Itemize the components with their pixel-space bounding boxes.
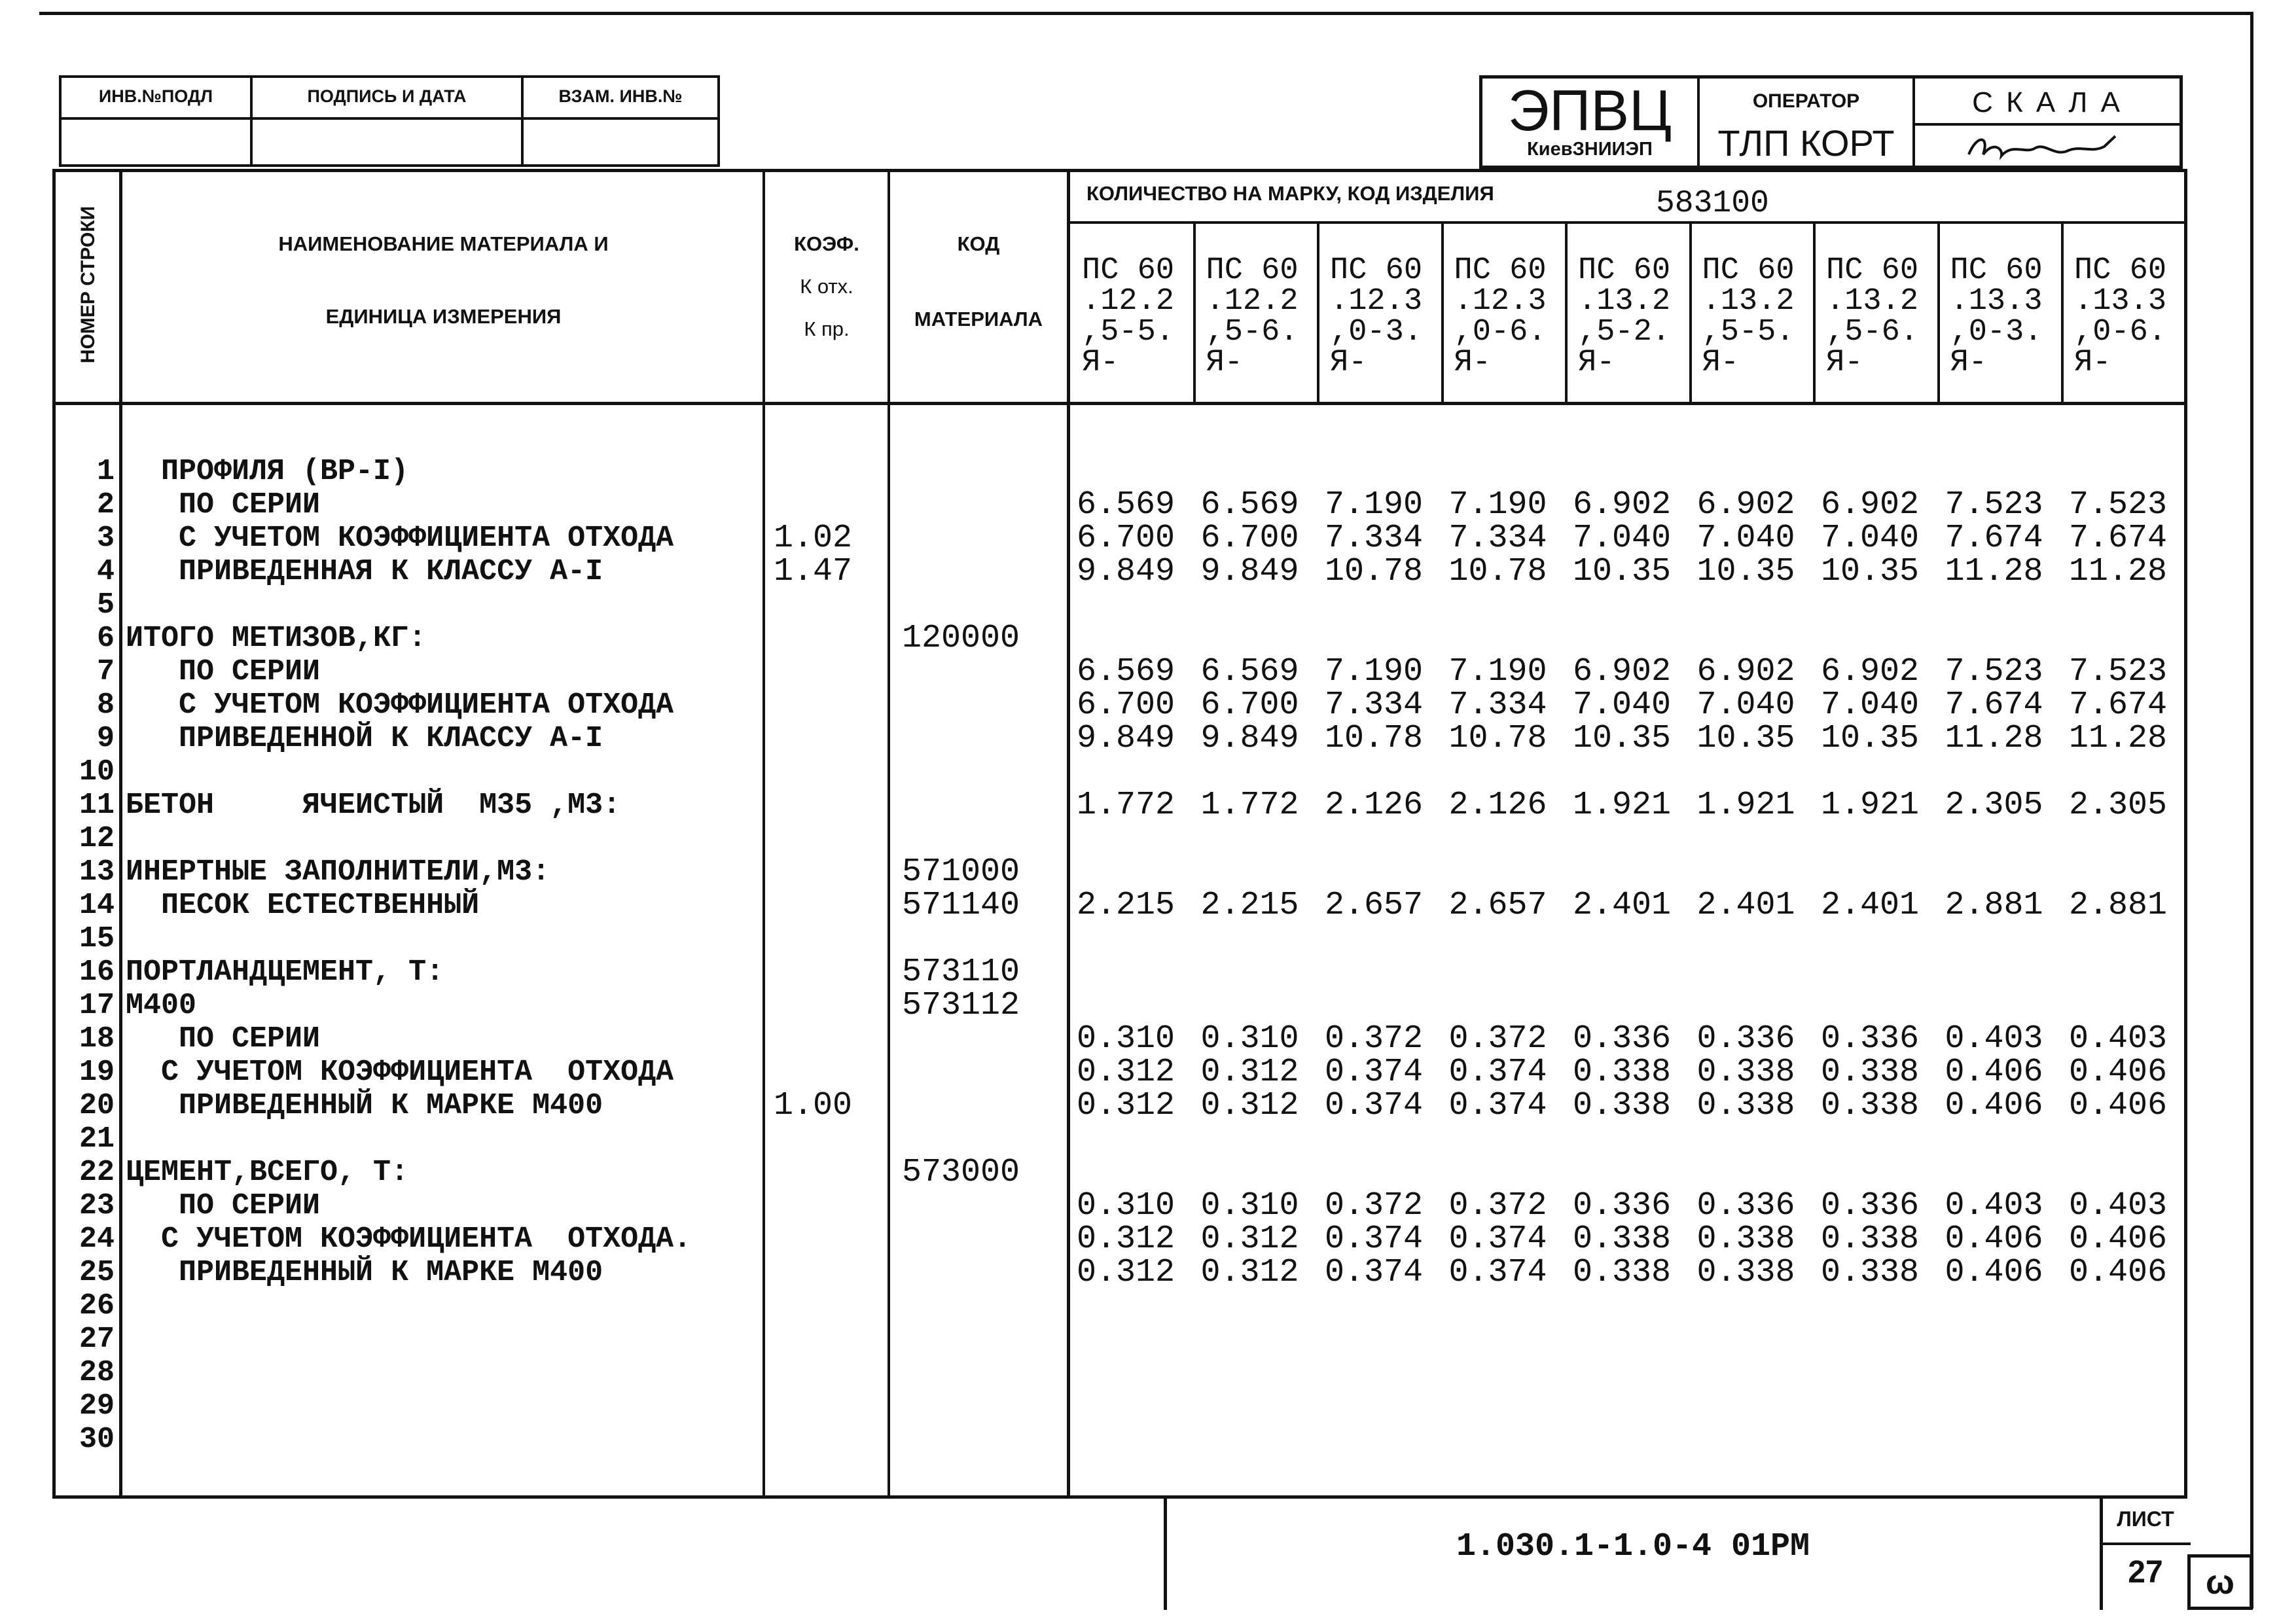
coef-header-line2: К отх. bbox=[800, 275, 853, 298]
mark-header-line: ПС 60 bbox=[1578, 253, 1671, 288]
quantity-cell: 0.403 bbox=[1945, 1187, 2043, 1224]
quantity-cell: 7.334 bbox=[1325, 687, 1424, 724]
mark-header-line: ,5-6. bbox=[1206, 315, 1299, 349]
code-header-line1: КОД bbox=[957, 232, 1000, 255]
top-border bbox=[39, 12, 2251, 15]
quantity-cell: 0.338 bbox=[1573, 1221, 1672, 1258]
quantity-cell: 10.78 bbox=[1448, 553, 1547, 590]
mark-header bbox=[1950, 255, 2043, 378]
mark-column-divider bbox=[1937, 224, 1940, 402]
quantity-cell: 1.772 bbox=[1200, 787, 1299, 824]
quantity-cell: 2.657 bbox=[1325, 887, 1424, 924]
row-material-name: ПО СЕРИИ bbox=[126, 488, 321, 522]
quantity-cell: 0.338 bbox=[1573, 1054, 1672, 1091]
quantity-cell: 0.374 bbox=[1325, 1221, 1424, 1258]
org-subtitle: КиевЗНИИЭП bbox=[1527, 139, 1653, 160]
quantity-cell: 7.674 bbox=[1945, 687, 2043, 724]
quantity-cell: 7.334 bbox=[1448, 687, 1547, 724]
mark-header-line: ПС 60 bbox=[1206, 253, 1299, 288]
quantity-cell: 6.700 bbox=[1200, 520, 1299, 557]
quantity-cell: 0.406 bbox=[1945, 1254, 2043, 1291]
row-material-code: 573112 bbox=[902, 987, 1020, 1024]
mark-header-line: Я- bbox=[2074, 346, 2111, 380]
row-number: 13 bbox=[79, 855, 115, 889]
quantity-cell: 0.312 bbox=[1077, 1054, 1175, 1091]
mark-header bbox=[1082, 255, 1174, 378]
mark-header bbox=[1454, 255, 1547, 378]
quantity-cell: 7.674 bbox=[2069, 520, 2168, 557]
quantity-cell: 7.190 bbox=[1325, 653, 1424, 690]
quantity-cell: 2.881 bbox=[1945, 887, 2043, 924]
quantity-cell: 0.403 bbox=[2069, 1187, 2168, 1224]
system-name: С К А Л А bbox=[1972, 86, 2123, 118]
quantity-cell: 0.312 bbox=[1200, 1221, 1299, 1258]
quantity-cell: 6.902 bbox=[1696, 486, 1795, 524]
mark-column-divider bbox=[1441, 224, 1444, 402]
row-number: 30 bbox=[79, 1423, 115, 1456]
sheet-number: 27 bbox=[2128, 1555, 2163, 1590]
row-number: 23 bbox=[79, 1189, 115, 1222]
quantity-cell: 11.28 bbox=[2069, 553, 2168, 590]
quantity-cell: 10.78 bbox=[1325, 553, 1424, 590]
quantity-cell: 7.523 bbox=[2069, 653, 2168, 690]
row-number: 6 bbox=[96, 622, 115, 655]
row-number: 20 bbox=[79, 1089, 115, 1122]
quantity-cell: 0.312 bbox=[1200, 1054, 1299, 1091]
quantity-cell: 6.569 bbox=[1077, 653, 1175, 690]
inv-podl-label: ИНВ.№ПОДЛ bbox=[98, 86, 213, 106]
row-number: 25 bbox=[79, 1256, 115, 1289]
quantity-cell: 1.921 bbox=[1821, 787, 1920, 824]
mark-header bbox=[2074, 255, 2166, 378]
mark-header-line: ,0-6. bbox=[2074, 315, 2167, 349]
quantity-cell: 6.902 bbox=[1821, 486, 1920, 524]
row-material-name: С УЧЕТОМ КОЭФФИЦИЕНТА ОТХОДА bbox=[126, 688, 674, 722]
sheet-box bbox=[2100, 1495, 2187, 1610]
quantity-cell: 0.374 bbox=[1448, 1221, 1547, 1258]
mark-header bbox=[1330, 255, 1422, 378]
quantity-cell: 2.126 bbox=[1448, 787, 1547, 824]
quantity-cell: 0.374 bbox=[1325, 1254, 1424, 1291]
quantity-cell: 0.372 bbox=[1448, 1187, 1547, 1224]
quantity-cell: 0.338 bbox=[1696, 1087, 1795, 1124]
mark-header-line: ПС 60 bbox=[1950, 253, 2043, 288]
org-name: ЭПВЦ bbox=[1507, 78, 1672, 143]
mark-header-line: Я- bbox=[1454, 346, 1491, 380]
row-number: 26 bbox=[79, 1289, 115, 1323]
row-number: 22 bbox=[79, 1156, 115, 1189]
quantity-cell: 2.126 bbox=[1325, 787, 1424, 824]
row-number-header: НОМЕР СТРОКИ bbox=[77, 205, 99, 364]
quantity-cell: 7.523 bbox=[1945, 486, 2043, 524]
quantity-cell: 0.374 bbox=[1448, 1087, 1547, 1124]
row-material-code: 573000 bbox=[902, 1154, 1020, 1191]
row-number: 1 bbox=[96, 455, 115, 488]
quantity-cell: 0.338 bbox=[1696, 1221, 1795, 1258]
quantity-cell: 6.700 bbox=[1077, 520, 1175, 557]
quantity-cell: 0.406 bbox=[2069, 1221, 2168, 1258]
quantity-cell: 10.35 bbox=[1821, 553, 1920, 590]
quantity-cell: 0.312 bbox=[1200, 1254, 1299, 1291]
product-code: 583100 bbox=[1656, 186, 1769, 221]
quantity-cell: 0.406 bbox=[1945, 1054, 2043, 1091]
row-coefficient: 1.00 bbox=[774, 1087, 853, 1124]
quantity-cell: 7.040 bbox=[1573, 520, 1672, 557]
mark-header-line: .13.3 bbox=[2074, 284, 2167, 319]
mark-header-line: Я- bbox=[1950, 346, 1987, 380]
row-number: 18 bbox=[79, 1022, 115, 1056]
quantity-cell: 2.657 bbox=[1448, 887, 1547, 924]
row-material-code: 571140 bbox=[902, 887, 1020, 924]
replacement-inv-label: ВЗАМ. ИНВ.№ bbox=[558, 86, 683, 106]
mark-header-line: ,5-5. bbox=[1082, 315, 1175, 349]
title-block bbox=[1479, 75, 2183, 169]
row-number: 28 bbox=[79, 1356, 115, 1389]
quantity-cell: 7.040 bbox=[1573, 687, 1672, 724]
mark-header-line: ПС 60 bbox=[1454, 253, 1547, 288]
row-number: 17 bbox=[79, 989, 115, 1022]
operator-value: ТЛП КОРТ bbox=[1717, 122, 1895, 164]
row-number: 4 bbox=[96, 555, 115, 588]
mark-header-line: Я- bbox=[1330, 346, 1367, 380]
row-material-name: С УЧЕТОМ КОЭФФИЦИЕНТА ОТХОДА bbox=[126, 522, 674, 555]
mark-header bbox=[1578, 255, 1670, 378]
quantity-cell: 0.403 bbox=[2069, 1020, 2168, 1058]
mark-column-divider bbox=[1689, 224, 1692, 402]
row-material-name: ПРИВЕДЕННОЙ К КЛАССУ А-I bbox=[126, 722, 603, 755]
quantity-cell: 0.406 bbox=[2069, 1054, 2168, 1091]
row-number: 27 bbox=[79, 1323, 115, 1356]
quantity-cell: 10.35 bbox=[1573, 720, 1672, 757]
row-material-name: ПРИВЕДЕННЫЙ К МАРКЕ М400 bbox=[126, 1089, 603, 1122]
row-material-name: ПО СЕРИИ bbox=[126, 655, 321, 688]
row-material-name: ПЕСОК ЕСТЕСТВЕННЫЙ bbox=[126, 889, 480, 922]
quantity-cell: 0.310 bbox=[1077, 1187, 1175, 1224]
row-number: 21 bbox=[79, 1122, 115, 1156]
quantity-cell: 6.700 bbox=[1077, 687, 1175, 724]
quantity-cell: 6.700 bbox=[1200, 687, 1299, 724]
mark-header-line: ,0-3. bbox=[1330, 315, 1423, 349]
quantity-cell: 0.338 bbox=[1573, 1254, 1672, 1291]
row-number: 15 bbox=[79, 922, 115, 955]
row-material-name: БЕТОН ЯЧЕИСТЫЙ М35 ,М3: bbox=[126, 789, 621, 822]
quantity-cell: 0.338 bbox=[1821, 1254, 1920, 1291]
quantity-cell: 6.902 bbox=[1696, 653, 1795, 690]
quantity-cell: 6.569 bbox=[1200, 486, 1299, 524]
mark-column-divider bbox=[1317, 224, 1319, 402]
quantity-cell: 7.190 bbox=[1325, 486, 1424, 524]
quantity-cell: 0.336 bbox=[1573, 1020, 1672, 1058]
mark-column-divider bbox=[1193, 224, 1196, 402]
quantity-cell: 7.040 bbox=[1821, 687, 1920, 724]
corner-mark: ω bbox=[2206, 1563, 2234, 1601]
row-number: 5 bbox=[96, 588, 115, 622]
quantity-cell: 7.190 bbox=[1448, 653, 1547, 690]
quantity-cell: 2.215 bbox=[1200, 887, 1299, 924]
quantity-cell: 0.336 bbox=[1696, 1187, 1795, 1224]
quantity-cell: 0.312 bbox=[1077, 1254, 1175, 1291]
quantity-cell: 11.28 bbox=[2069, 720, 2168, 757]
mark-header-line: Я- bbox=[1826, 346, 1863, 380]
mark-header bbox=[1206, 255, 1299, 378]
quantity-cell: 2.305 bbox=[2069, 787, 2168, 824]
mark-column-divider bbox=[1565, 224, 1568, 402]
row-material-name: ПО СЕРИИ bbox=[126, 1022, 321, 1056]
row-material-code: 573110 bbox=[902, 954, 1020, 991]
quantity-cell: 11.28 bbox=[1945, 553, 2043, 590]
quantity-cell: 0.374 bbox=[1325, 1054, 1424, 1091]
mark-header-line: .13.2 bbox=[1578, 284, 1671, 319]
mark-header-line: .12.2 bbox=[1082, 284, 1175, 319]
mark-header-line: ПС 60 bbox=[1702, 253, 1795, 288]
quantity-cell: 9.849 bbox=[1200, 553, 1299, 590]
quantity-cell: 0.336 bbox=[1821, 1187, 1920, 1224]
row-material-name: С УЧЕТОМ КОЭФФИЦИЕНТА ОТХОДА. bbox=[126, 1222, 692, 1256]
quantity-cell: 10.35 bbox=[1696, 720, 1795, 757]
mark-header bbox=[1702, 255, 1795, 378]
quantity-cell: 0.310 bbox=[1200, 1187, 1299, 1224]
quantity-cell: 7.674 bbox=[2069, 687, 2168, 724]
material-header-line1: НАИМЕНОВАНИЕ МАТЕРИАЛА И bbox=[278, 232, 609, 255]
row-number: 19 bbox=[79, 1056, 115, 1089]
quantity-cell: 10.78 bbox=[1448, 720, 1547, 757]
quantity-cell: 10.35 bbox=[1821, 720, 1920, 757]
mark-header-line: ,0-6. bbox=[1454, 315, 1547, 349]
row-number: 29 bbox=[79, 1389, 115, 1423]
quantity-cell: 0.336 bbox=[1821, 1020, 1920, 1058]
quantity-cell: 9.849 bbox=[1077, 553, 1175, 590]
row-number: 16 bbox=[79, 955, 115, 989]
quantity-cell: 0.338 bbox=[1696, 1254, 1795, 1291]
quantity-cell: 7.334 bbox=[1448, 520, 1547, 557]
inventory-stamp bbox=[59, 75, 720, 167]
row-material-name: ИНЕРТНЫЕ ЗАПОЛНИТЕЛИ,М3: bbox=[126, 855, 550, 889]
quantity-cell: 0.312 bbox=[1077, 1087, 1175, 1124]
quantity-cell: 10.78 bbox=[1325, 720, 1424, 757]
corner-box bbox=[2187, 1554, 2253, 1610]
quantity-cell: 11.28 bbox=[1945, 720, 2043, 757]
quantity-cell: 0.406 bbox=[2069, 1254, 2168, 1291]
mark-header-line: ,5-6. bbox=[1826, 315, 1919, 349]
quantity-cell: 2.305 bbox=[1945, 787, 2043, 824]
header-divider bbox=[52, 402, 2187, 405]
quantity-cell: 0.372 bbox=[1325, 1020, 1424, 1058]
quantity-cell: 6.569 bbox=[1077, 486, 1175, 524]
document-code: 1.030.1-1.0-4 01РМ bbox=[1456, 1528, 1810, 1565]
mark-header-line: ,5-5. bbox=[1702, 315, 1795, 349]
quantity-cell: 9.849 bbox=[1077, 720, 1175, 757]
quantity-cell: 7.040 bbox=[1696, 687, 1795, 724]
quantity-cell: 7.040 bbox=[1821, 520, 1920, 557]
quantity-cell: 10.35 bbox=[1696, 553, 1795, 590]
quantity-cell: 10.35 bbox=[1573, 553, 1672, 590]
coef-header-line3: К пр. bbox=[804, 317, 850, 340]
quantity-cell: 7.190 bbox=[1448, 486, 1547, 524]
row-number: 24 bbox=[79, 1222, 115, 1256]
quantity-cell: 0.403 bbox=[1945, 1020, 2043, 1058]
row-number: 8 bbox=[96, 688, 115, 722]
quantity-cell: 7.523 bbox=[1945, 653, 2043, 690]
quantity-cell: 7.040 bbox=[1696, 520, 1795, 557]
quantity-cell: 2.401 bbox=[1821, 887, 1920, 924]
quantity-cell: 0.372 bbox=[1448, 1020, 1547, 1058]
quantity-cell: 0.406 bbox=[2069, 1087, 2168, 1124]
mark-header-line: .13.3 bbox=[1950, 284, 2043, 319]
right-border bbox=[2250, 12, 2253, 1609]
row-material-name: М400 bbox=[126, 989, 197, 1022]
row-number: 11 bbox=[79, 789, 115, 822]
quantity-cell: 0.338 bbox=[1821, 1054, 1920, 1091]
mark-header-line: Я- bbox=[1082, 346, 1119, 380]
row-material-name: С УЧЕТОМ КОЭФФИЦИЕНТА ОТХОДА bbox=[126, 1056, 674, 1089]
quantity-cell: 0.310 bbox=[1077, 1020, 1175, 1058]
quantity-cell: 0.312 bbox=[1077, 1221, 1175, 1258]
row-number: 10 bbox=[79, 755, 115, 789]
quantity-cell: 0.374 bbox=[1325, 1087, 1424, 1124]
quantity-cell: 2.401 bbox=[1696, 887, 1795, 924]
quantity-cell: 7.674 bbox=[1945, 520, 2043, 557]
quantity-cell: 0.372 bbox=[1325, 1187, 1424, 1224]
mark-header-line: Я- bbox=[1702, 346, 1739, 380]
material-header-line2: ЕДИНИЦА ИЗМЕРЕНИЯ bbox=[325, 305, 562, 328]
quantity-cell: 0.338 bbox=[1696, 1054, 1795, 1091]
mark-header-line: ПС 60 bbox=[1826, 253, 1919, 288]
mark-header-line: .13.2 bbox=[1702, 284, 1795, 319]
mark-header-line: Я- bbox=[1578, 346, 1615, 380]
code-header-line2: МАТЕРИАЛА bbox=[914, 308, 1043, 330]
mark-header-line: .12.3 bbox=[1454, 284, 1547, 319]
signature-date-label: ПОДПИСЬ И ДАТА bbox=[307, 86, 467, 106]
row-material-name: ИТОГО МЕТИЗОВ,КГ: bbox=[126, 622, 427, 655]
mark-header-line: .12.2 bbox=[1206, 284, 1299, 319]
mark-header-line: Я- bbox=[1206, 346, 1243, 380]
row-number: 2 bbox=[96, 488, 115, 522]
quantity-cell: 0.310 bbox=[1200, 1020, 1299, 1058]
mark-header-line: .13.2 bbox=[1826, 284, 1919, 319]
quantity-cell: 0.338 bbox=[1821, 1221, 1920, 1258]
quantity-cell: 0.406 bbox=[1945, 1221, 2043, 1258]
quantity-cell: 0.406 bbox=[1945, 1087, 2043, 1124]
quantity-cell: 0.336 bbox=[1696, 1020, 1795, 1058]
quantity-cell: 2.215 bbox=[1077, 887, 1175, 924]
mark-header bbox=[1826, 255, 1918, 378]
quantity-cell: 2.401 bbox=[1573, 887, 1672, 924]
operator-label: ОПЕРАТОР bbox=[1752, 90, 1860, 112]
row-material-name: ПО СЕРИИ bbox=[126, 1189, 321, 1222]
mark-column-divider bbox=[2061, 224, 2064, 402]
row-material-name: ПРИВЕДЕННАЯ К КЛАССУ А-I bbox=[126, 555, 603, 588]
row-material-code: 571000 bbox=[902, 853, 1020, 891]
mark-header-line: .12.3 bbox=[1330, 284, 1423, 319]
quantity-header: КОЛИЧЕСТВО НА МАРКУ, КОД ИЗДЕЛИЯ bbox=[1086, 182, 1494, 205]
row-number: 12 bbox=[79, 822, 115, 855]
row-coefficient: 1.47 bbox=[774, 553, 853, 590]
quantity-cell: 0.374 bbox=[1448, 1054, 1547, 1091]
row-material-name: ПОРТЛАНДЦЕМЕНТ, Т: bbox=[126, 955, 444, 989]
mark-header-line: ПС 60 bbox=[1082, 253, 1175, 288]
coef-header-line1: КОЭФ. bbox=[794, 232, 859, 255]
row-number: 9 bbox=[96, 722, 115, 755]
quantity-cell: 1.921 bbox=[1696, 787, 1795, 824]
quantity-cell: 0.312 bbox=[1200, 1087, 1299, 1124]
quantity-cell: 1.772 bbox=[1077, 787, 1175, 824]
row-number: 14 bbox=[79, 889, 115, 922]
row-material-name: ПРОФИЛЯ (ВР-I) bbox=[126, 455, 409, 488]
mark-column-divider bbox=[1813, 224, 1816, 402]
row-number: 3 bbox=[96, 522, 115, 555]
quantity-cell: 9.849 bbox=[1200, 720, 1299, 757]
quantity-cell: 1.921 bbox=[1573, 787, 1672, 824]
sheet-label: ЛИСТ bbox=[2117, 1507, 2174, 1531]
mark-header-line: ,0-3. bbox=[1950, 315, 2043, 349]
quantity-cell: 2.881 bbox=[2069, 887, 2168, 924]
row-material-name: ПРИВЕДЕННЫЙ К МАРКЕ М400 bbox=[126, 1256, 603, 1289]
quantity-cell: 6.569 bbox=[1200, 653, 1299, 690]
mark-header-line: ПС 60 bbox=[1330, 253, 1423, 288]
quantity-cell: 6.902 bbox=[1573, 486, 1672, 524]
quantity-cell: 0.338 bbox=[1821, 1087, 1920, 1124]
quantity-cell: 0.338 bbox=[1573, 1087, 1672, 1124]
row-coefficient: 1.02 bbox=[774, 520, 853, 557]
quantity-cell: 0.374 bbox=[1448, 1254, 1547, 1291]
row-number: 7 bbox=[96, 655, 115, 688]
row-material-code: 120000 bbox=[902, 620, 1020, 657]
quantity-cell: 0.336 bbox=[1573, 1187, 1672, 1224]
mark-header-line: ПС 60 bbox=[2074, 253, 2167, 288]
row-material-name: ЦЕМЕНТ,ВСЕГО, Т: bbox=[126, 1156, 409, 1189]
handwritten-signature bbox=[1964, 128, 2134, 165]
quantity-cell: 7.523 bbox=[2069, 486, 2168, 524]
quantity-cell: 7.334 bbox=[1325, 520, 1424, 557]
quantity-cell: 6.902 bbox=[1573, 653, 1672, 690]
mark-header-line: ,5-2. bbox=[1578, 315, 1671, 349]
quantity-cell: 6.902 bbox=[1821, 653, 1920, 690]
